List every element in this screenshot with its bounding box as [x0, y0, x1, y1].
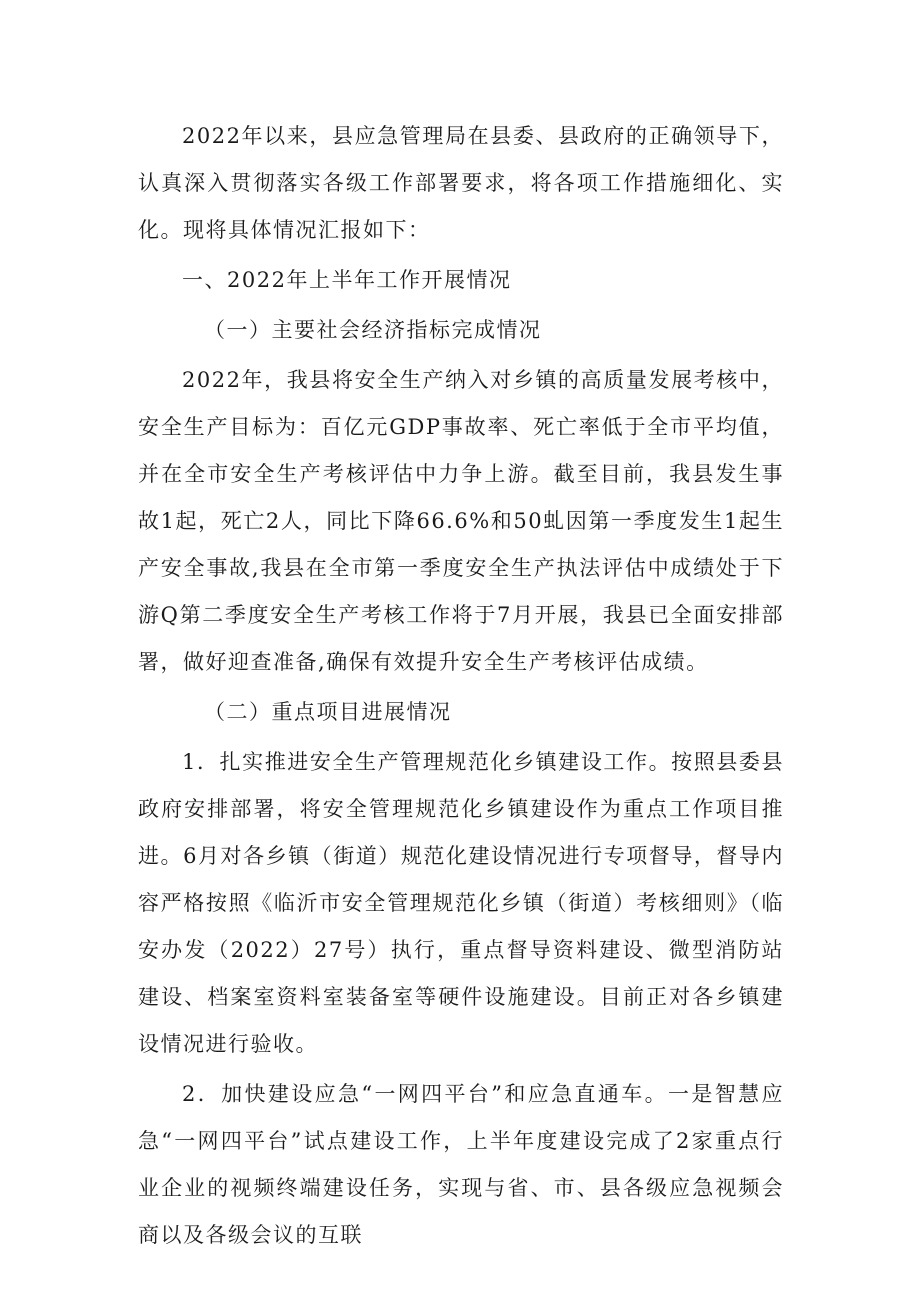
section-heading: 一、2022年上半年工作开展情况 — [182, 268, 512, 292]
intro-paragraph: 2022年以来，县应急管理局在县委、县政府的正确领导下，认真深入贯彻落实各级工作部署要求，将各项工作措施细化、实化。现将具体情况汇报如下： — [138, 124, 784, 242]
document-body — [138, 113, 784, 1262]
subsection-heading: （一）主要社会经济指标完成情况 — [204, 318, 542, 342]
project-paragraph: 2．加快建设应急“一网四平台”和应急直通车。一是智慧应急“一网四平台”试点建设工作，上半年度建设完成了2家重点行业企业的视频终端建设任务，实现与省、市、县各级应急视频会商以及各级会议的互联 — [138, 1082, 784, 1247]
indicators-paragraph: 2022年，我县将安全生产纳入对乡镇的高质量发展考核中，安全生产目标为：百亿元GDP事故率、死亡率低于全市平均值，并在全市安全生产考核评估中力争上游。截至目前，我县发生事故1起，死亡2人，同比下降66.6%和50虬因第一季度发生1起生产安全事故,我县在全市第一季度安全生产执法评估中成绩处于下游Q第二季度安全生产考核工作将于7月开展，我县已全面安排部署，做好迎查准备,确保有效提升安全生产考核评估成绩。 — [138, 368, 784, 674]
subsection-heading: （二）重点项目进展情况 — [204, 700, 452, 724]
project-paragraph: 1．扎实推进安全生产管理规范化乡镇建设工作。按照县委县政府安排部署，将安全管理规范化乡镇建设作为重点工作项目推进。6月对各乡镇（街道）规范化建设情况进行专项督导，督导内容严格按照《临沂市安全管理规范化乡镇（街道）考核细则》（临安办发（2022）27号）执行，重点督导资料建设、微型消防站建设、档案室资料室装备室等硬件设施建设。目前正对各乡镇建设情况进行验收。 — [138, 750, 784, 1056]
